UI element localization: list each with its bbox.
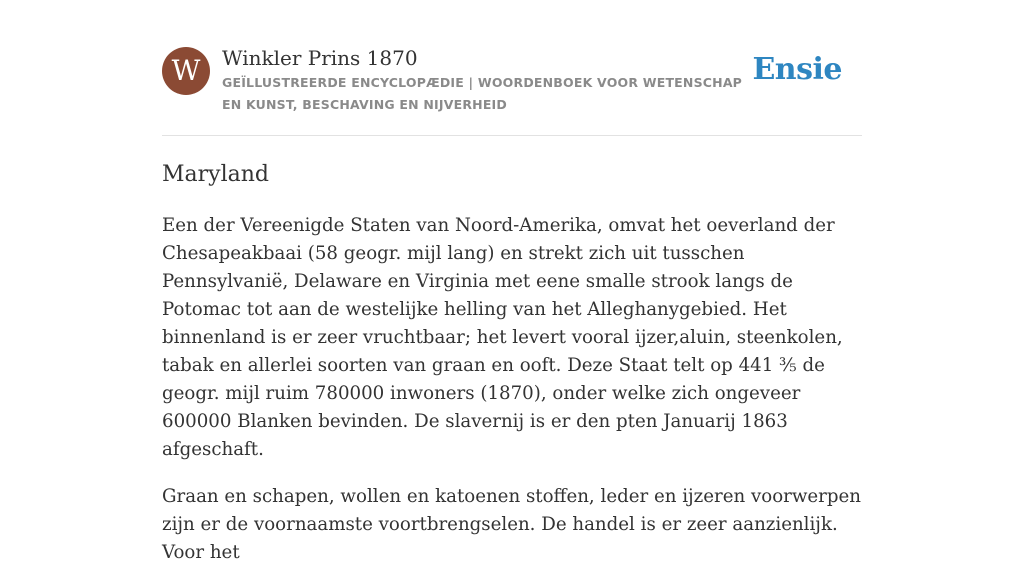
article-paragraph: Een der Vereenigde Staten van Noord-Amerika, omvat het oeverland der Chesapeakbaai (58 geogr. mijl lang) en strekt zich uit tusschen Pennsylvanië, Delaware en Virginia met eene smalle strook langs de Potomac tot aan de westelijke helling van het Alleghanygebied. Het binnenland is er zeer vruchtbaar; het levert vooral ijzer,aluin, steenkolen, tabak en allerlei soorten van graan en ooft. Deze Staat telt op 441 ⅗ de geogr. mijl ruim 780000 inwoners (1870), onder welke zich ongeveer 600000 Blanken bevinden. De slavernij is er den pten Januarij 1863 afgeschaft. xyxy=(162,215,843,460)
source-header xyxy=(162,46,862,136)
article-body xyxy=(162,212,864,586)
source-subtitle: GEÏLLUSTREERDE ENCYCLOPÆDIE | WOORDENBOEK VOOR WETENSCHAP EN KUNST, BESCHAVING EN NIJVERHEID xyxy=(222,75,743,112)
header-divider xyxy=(162,135,862,136)
avatar[interactable]: W xyxy=(162,47,210,95)
article-paragraph: Graan en schapen, wollen en katoenen stoffen, leder en ijzeren voorwerpen zijn er de voornaamste voortbrengselen. De handel is er zeer aanzienlijk. Voor het xyxy=(162,486,861,563)
source-title[interactable]: Winkler Prins 1870 xyxy=(222,46,418,70)
ensie-logo[interactable]: Ensie xyxy=(752,52,842,87)
article-title: Maryland xyxy=(162,162,269,187)
